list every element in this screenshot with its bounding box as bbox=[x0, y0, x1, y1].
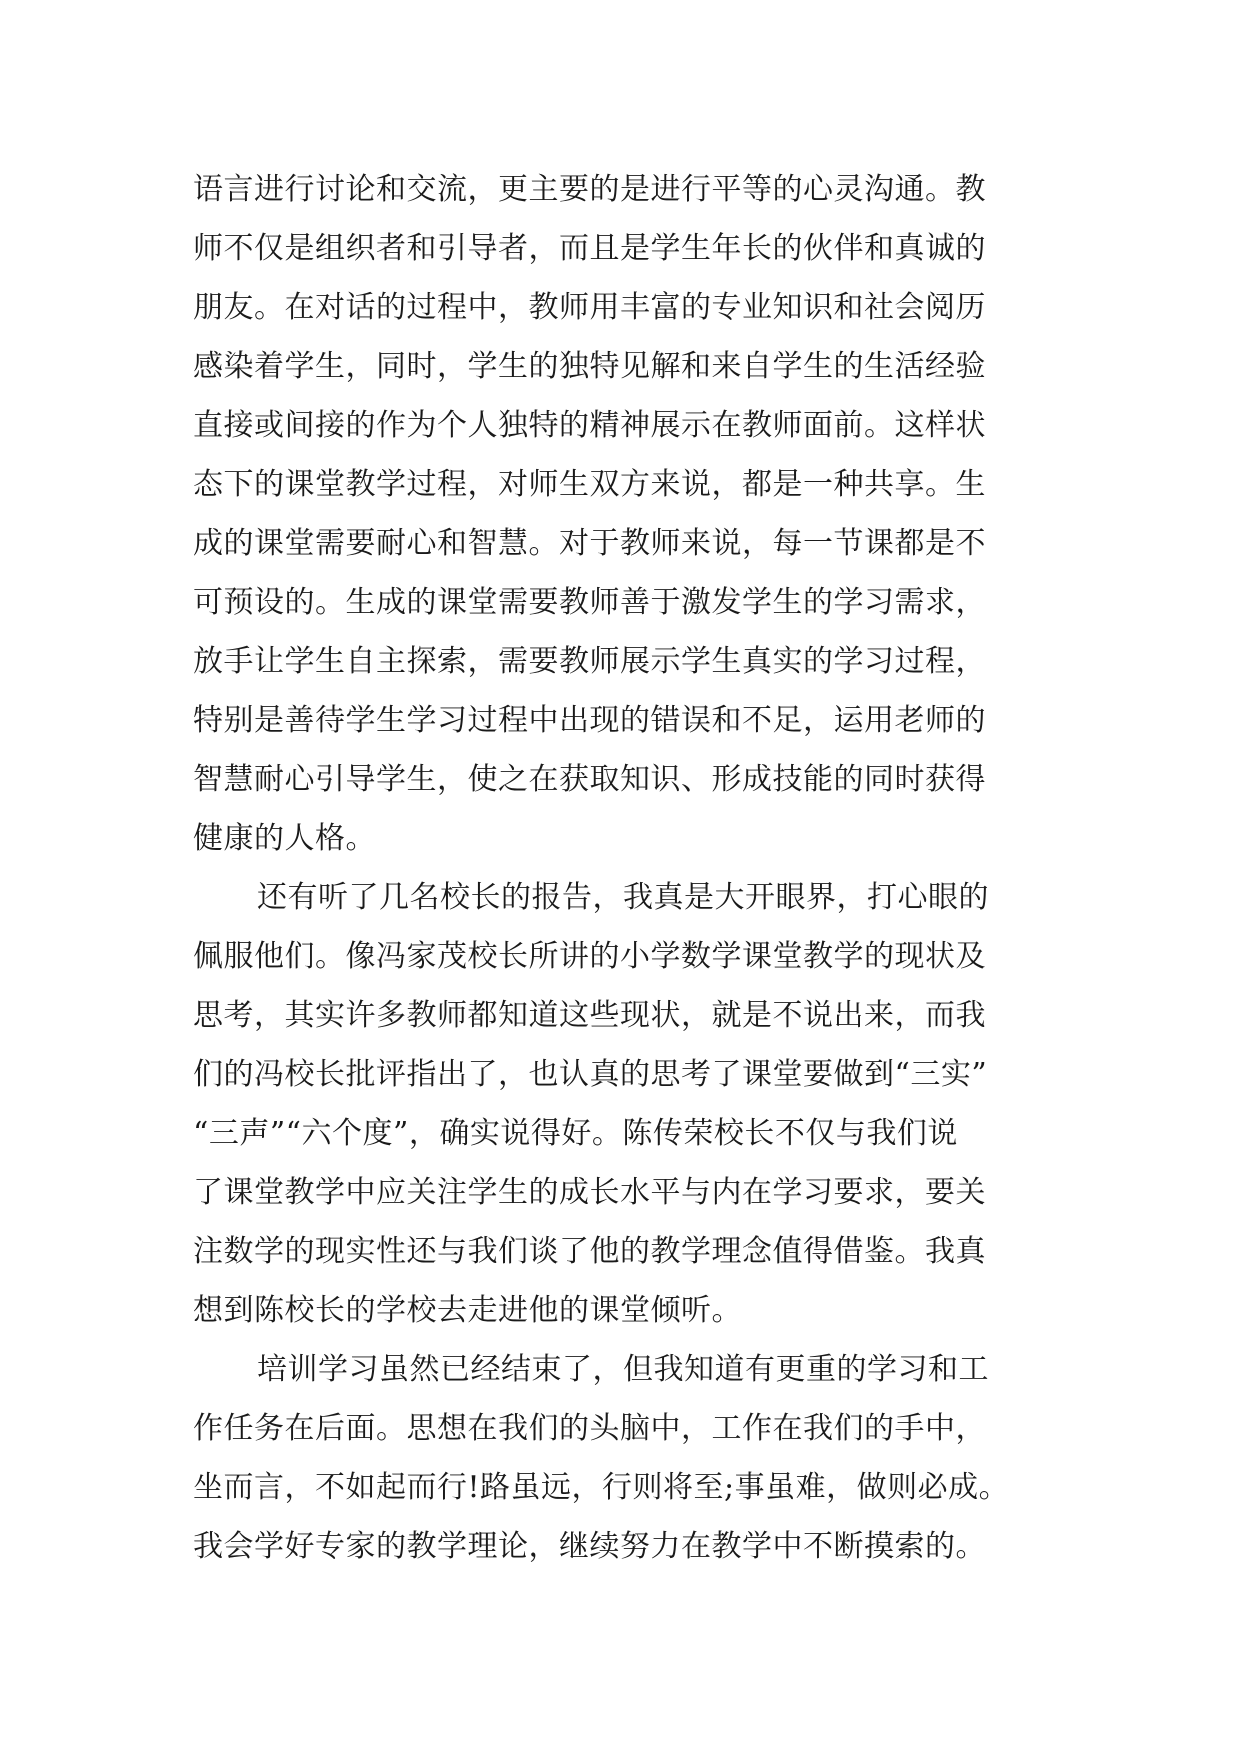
text-line: “三声”“六个度”，确实说得好。陈传荣校长不仅与我们说 bbox=[193, 1116, 958, 1151]
paragraph-1 bbox=[193, 160, 1073, 868]
text-line: 感染着学生，同时，学生的独特见解和来自学生的生活经验 bbox=[193, 349, 986, 384]
text-line: 语言进行讨论和交流，更主要的是进行平等的心灵沟通。教 bbox=[193, 172, 986, 207]
text-line: 作任务在后面。思想在我们的头脑中，工作在我们的手中， bbox=[193, 1411, 986, 1446]
text-line-indented: 培训学习虽然已经结束了，但我知道有更重的学习和工 bbox=[257, 1352, 989, 1387]
text-line: 智慧耐心引导学生，使之在获取知识、形成技能的同时获得 bbox=[193, 762, 986, 797]
text-line: 思考，其实许多教师都知道这些现状，就是不说出来，而我 bbox=[193, 998, 986, 1033]
text-line: 坐而言，不如起而行!路虽远，行则将至;事虽难，做则必成。 bbox=[193, 1470, 1010, 1505]
text-line: 成的课堂需要耐心和智慧。对于教师来说，每一节课都是不 bbox=[193, 526, 986, 561]
text-line: 佩服他们。像冯家茂校长所讲的小学数学课堂教学的现状及 bbox=[193, 939, 986, 974]
text-line: 注数学的现实性还与我们谈了他的教学理念值得借鉴。我真 bbox=[193, 1234, 986, 1269]
text-line: 直接或间接的作为个人独特的精神展示在教师面前。这样状 bbox=[193, 408, 986, 443]
body-text bbox=[193, 160, 1073, 1576]
text-line: 放手让学生自主探索，需要教师展示学生真实的学习过程， bbox=[193, 644, 986, 679]
text-line: 特别是善待学生学习过程中出现的错误和不足，运用老师的 bbox=[193, 703, 986, 738]
text-line: 师不仅是组织者和引导者，而且是学生年长的伙伴和真诚的 bbox=[193, 231, 986, 266]
text-line: 可预设的。生成的课堂需要教师善于激发学生的学习需求， bbox=[193, 585, 986, 620]
text-line-indented: 还有听了几名校长的报告，我真是大开眼界，打心眼的 bbox=[257, 880, 989, 915]
text-line: 朋友。在对话的过程中，教师用丰富的专业知识和社会阅历 bbox=[193, 290, 986, 325]
text-line: 们的冯校长批评指出了，也认真的思考了课堂要做到“三实” bbox=[193, 1057, 988, 1092]
text-line: 态下的课堂教学过程，对师生双方来说，都是一种共享。生 bbox=[193, 467, 986, 502]
text-line: 想到陈校长的学校去走进他的课堂倾听。 bbox=[193, 1293, 742, 1328]
text-line: 了课堂教学中应关注学生的成长水平与内在学习要求，要关 bbox=[193, 1175, 986, 1210]
text-line: 健康的人格。 bbox=[193, 821, 376, 856]
text-line: 我会学好专家的教学理论，继续努力在教学中不断摸索的。 bbox=[193, 1529, 986, 1564]
paragraph-2 bbox=[193, 868, 1073, 1340]
paragraph-3 bbox=[193, 1340, 1073, 1576]
